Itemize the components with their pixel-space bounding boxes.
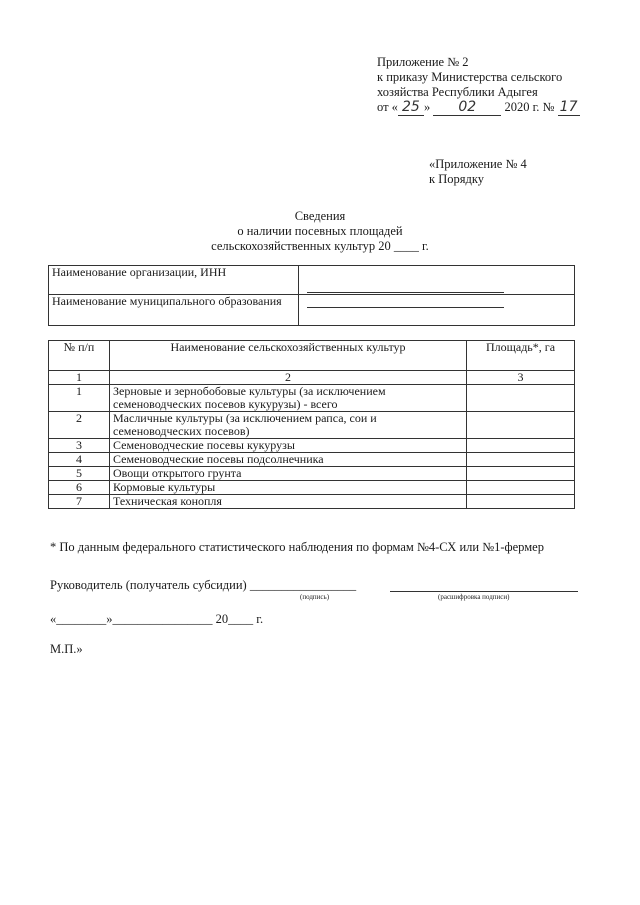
order-appendix-header	[377, 55, 580, 116]
signature-caption: (подпись)	[300, 593, 330, 601]
header-area: Площадь*, га	[467, 341, 575, 371]
municipality-fill-line	[307, 307, 504, 308]
date-year-text: 2020 г. №	[504, 100, 555, 114]
row-area-cell[interactable]	[467, 439, 575, 453]
row-num: 2	[49, 412, 110, 439]
crops-index-row	[49, 371, 575, 385]
footnote: * По данным федерального статистического наблюдения по формам №4-СХ или №1-фермер	[50, 540, 544, 554]
row-area-cell[interactable]	[467, 467, 575, 481]
table-row	[49, 495, 575, 509]
header-num: № п/п	[49, 341, 110, 371]
title-line-2: о наличии посевных площадей	[237, 224, 403, 238]
header-line-1: Приложение № 2	[377, 55, 469, 69]
appendix-reference	[429, 157, 527, 187]
org-row-2	[49, 295, 575, 326]
table-row	[49, 467, 575, 481]
municipality-value[interactable]	[299, 295, 575, 326]
table-row	[49, 412, 575, 439]
date-line: «________»________________ 20____ г.	[50, 612, 264, 626]
signature-label: Руководитель (получатель субсидии) _________________	[50, 578, 357, 592]
row-area-cell[interactable]	[467, 385, 575, 412]
header-line-2: к приказу Министерства сельского	[377, 70, 563, 84]
table-row	[49, 481, 575, 495]
row-area-cell[interactable]	[467, 412, 575, 439]
row-area-cell[interactable]	[467, 453, 575, 467]
header-date-line	[377, 100, 580, 116]
row-num: 1	[49, 385, 110, 412]
org-name-label: Наименование организации, ИНН	[49, 266, 299, 295]
crops-table	[48, 340, 575, 509]
index-col-3: 3	[467, 371, 575, 385]
title-line-1: Сведения	[294, 209, 346, 223]
header-line-3: хозяйства Республики Адыгея	[377, 85, 538, 99]
row-crop-name: Овощи открытого грунта	[110, 467, 467, 481]
appendix-line-2: к Порядку	[429, 172, 484, 186]
index-col-2: 2	[110, 371, 467, 385]
handwritten-number: 17	[558, 100, 580, 116]
date-quote-close: »	[423, 100, 431, 114]
row-num: 4	[49, 453, 110, 467]
row-crop-name: Техническая конопля	[110, 495, 467, 509]
organization-table	[48, 265, 575, 326]
decode-signature-line[interactable]	[390, 591, 578, 592]
crops-header-row	[49, 341, 575, 371]
date-prefix: от «	[377, 100, 398, 114]
table-row	[49, 439, 575, 453]
row-crop-name: Кормовые культуры	[110, 481, 467, 495]
handwritten-month: 02	[433, 100, 501, 116]
appendix-line-1: «Приложение № 4	[429, 157, 527, 171]
municipality-label: Наименование муниципального образования	[49, 295, 299, 326]
row-crop-name: Семеноводческие посевы подсолнечника	[110, 453, 467, 467]
index-col-1: 1	[49, 371, 110, 385]
table-row	[49, 385, 575, 412]
org-name-value[interactable]	[299, 266, 575, 295]
title-line-3: сельскохозяйственных культур 20 ____ г.	[211, 239, 429, 253]
org-row-1	[49, 266, 575, 295]
table-row	[49, 453, 575, 467]
row-num: 3	[49, 439, 110, 453]
row-area-cell[interactable]	[467, 495, 575, 509]
row-area-cell[interactable]	[467, 481, 575, 495]
decode-caption: (расшифровка подписи)	[438, 593, 510, 601]
header-crop-name: Наименование сельскохозяйственных культур	[110, 341, 467, 371]
row-crop-name: Зерновые и зернобобовые культуры (за исключением семеноводческих посевов кукурузы) - всего	[110, 385, 467, 412]
handwritten-day: 25	[398, 100, 424, 116]
row-num: 5	[49, 467, 110, 481]
stamp-place-label: М.П.»	[50, 642, 83, 656]
row-num: 6	[49, 481, 110, 495]
document-title	[170, 209, 470, 254]
row-crop-name: Семеноводческие посевы кукурузы	[110, 439, 467, 453]
row-crop-name: Масличные культуры (за исключением рапса, сои и семеноводческих посевов)	[110, 412, 467, 439]
row-num: 7	[49, 495, 110, 509]
org-name-fill-line	[307, 292, 504, 293]
